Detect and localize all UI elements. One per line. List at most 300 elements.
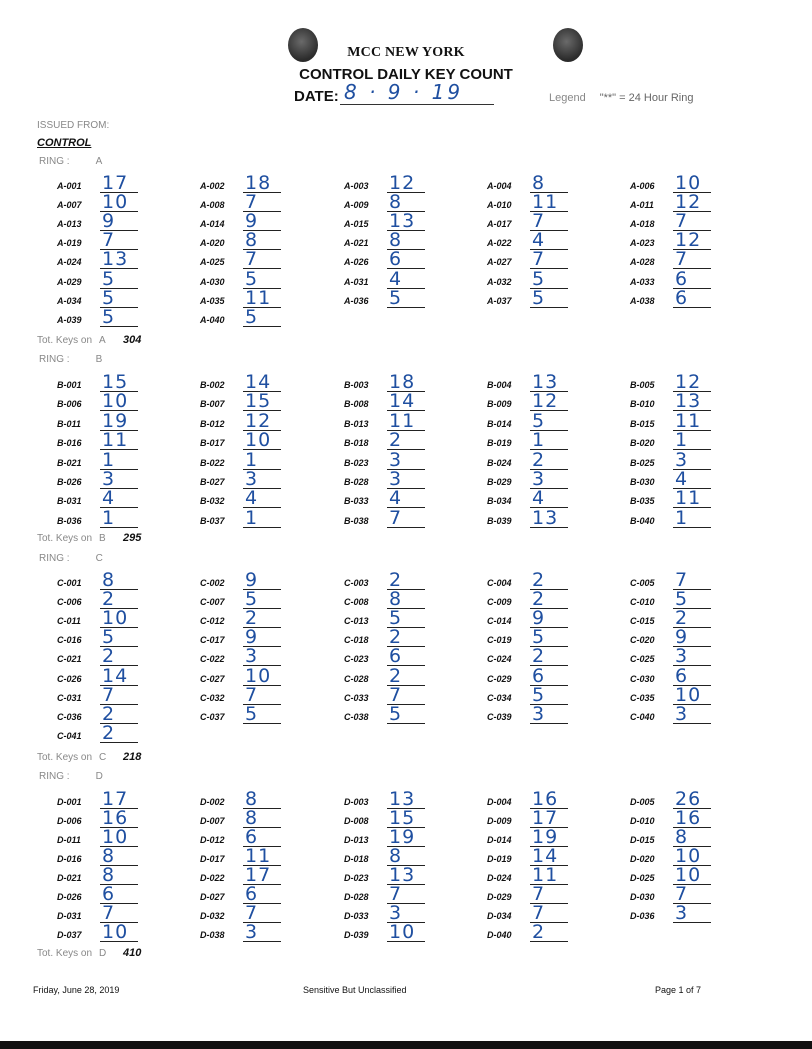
key-count: 7 (673, 884, 711, 904)
key-id: A-007 (57, 200, 82, 211)
ring-letter: D (95, 771, 103, 782)
key-id: C-026 (57, 673, 82, 684)
total-label: Tot. Keys on (37, 335, 93, 346)
key-count: 5 (100, 307, 138, 327)
key-id: B-035 (630, 496, 655, 507)
key-id: A-025 (200, 257, 225, 268)
key-count: 11 (387, 411, 425, 431)
key-count: 11 (100, 430, 138, 450)
key-id: A-034 (57, 295, 82, 306)
key-id: B-008 (344, 399, 369, 410)
key-count: 6 (243, 827, 281, 847)
key-id: B-032 (200, 496, 225, 507)
key-id: A-006 (630, 181, 655, 191)
key-count: 14 (387, 391, 425, 411)
key-id: C-030 (630, 673, 655, 684)
key-count: 4 (387, 488, 425, 508)
key-id: B-031 (57, 496, 82, 507)
key-count: 13 (387, 865, 425, 885)
key-count: 5 (243, 269, 281, 289)
ring-label (39, 771, 103, 782)
key-id: D-002 (200, 797, 225, 807)
date-label: DATE: (294, 88, 339, 105)
key-id: A-027 (487, 257, 512, 268)
key-id: A-031 (344, 276, 369, 287)
key-id: B-027 (200, 477, 225, 487)
key-id: A-020 (200, 238, 225, 249)
key-id: A-015 (344, 219, 369, 230)
key-count: 8 (387, 192, 425, 212)
key-count: 9 (530, 608, 568, 628)
key-count: 2 (530, 450, 568, 470)
key-count: 10 (100, 922, 138, 942)
key-count: 7 (530, 884, 568, 904)
total-ring-letter: C (99, 752, 107, 763)
org-title: MCC NEW YORK (347, 45, 465, 60)
key-count: 4 (100, 488, 138, 508)
key-id: B-036 (57, 515, 82, 526)
key-count: 26 (673, 789, 711, 809)
key-id: B-022 (200, 457, 225, 468)
ring-label (39, 553, 103, 564)
key-count: 7 (530, 211, 568, 231)
key-count: 7 (100, 903, 138, 923)
key-id: C-009 (487, 597, 512, 608)
key-count: 5 (243, 589, 281, 609)
key-id: D-004 (487, 797, 512, 807)
key-id: A-030 (200, 276, 225, 287)
key-count: 5 (100, 627, 138, 647)
total-label: Tot. Keys on (37, 533, 93, 544)
ring-letter: C (95, 553, 103, 564)
key-count: 17 (243, 865, 281, 885)
key-id: C-016 (57, 635, 82, 646)
key-id: B-015 (630, 418, 655, 429)
key-count: 11 (530, 192, 568, 212)
total-ring-letter: A (99, 335, 106, 346)
key-id: C-012 (200, 616, 225, 627)
key-count: 3 (243, 646, 281, 666)
key-count: 10 (673, 865, 711, 885)
key-count: 2 (530, 922, 568, 942)
key-id: C-041 (57, 730, 82, 741)
key-count: 12 (673, 192, 711, 212)
key-id: B-001 (57, 380, 82, 390)
key-id: C-037 (200, 711, 225, 722)
key-count: 7 (673, 570, 711, 590)
key-id: A-029 (57, 276, 82, 287)
key-id: D-014 (487, 835, 512, 845)
key-id: D-006 (57, 816, 82, 826)
key-id: D-028 (344, 892, 369, 902)
key-id: A-003 (344, 181, 369, 191)
key-id: B-005 (630, 380, 655, 390)
key-count: 5 (243, 307, 281, 327)
key-count: 11 (243, 288, 281, 308)
key-id: C-022 (200, 654, 225, 665)
key-count: 2 (387, 666, 425, 686)
key-count: 2 (530, 589, 568, 609)
key-id: C-021 (57, 654, 82, 665)
legend (549, 92, 693, 104)
key-id: B-009 (487, 399, 512, 410)
key-count: 7 (243, 192, 281, 212)
key-count: 2 (243, 608, 281, 628)
key-id: D-038 (200, 930, 225, 940)
key-id: A-040 (200, 314, 225, 325)
key-count: 7 (243, 685, 281, 705)
ring-label (39, 354, 102, 365)
key-count: 5 (673, 589, 711, 609)
key-id: C-040 (630, 711, 655, 722)
ring-label-text: RING : (39, 354, 70, 365)
key-id: B-033 (344, 496, 369, 507)
key-id: C-034 (487, 692, 512, 703)
key-count: 2 (387, 570, 425, 590)
key-count: 14 (243, 372, 281, 392)
key-count: 3 (673, 450, 711, 470)
key-count: 3 (243, 922, 281, 942)
total-ring-letter: B (99, 533, 106, 544)
key-count: 7 (673, 211, 711, 231)
issued-from-label: ISSUED FROM: (37, 120, 110, 131)
key-count: 9 (243, 627, 281, 647)
key-count: 10 (100, 192, 138, 212)
key-count: 5 (530, 411, 568, 431)
key-count: 5 (243, 704, 281, 724)
key-id: C-010 (630, 597, 655, 608)
key-count: 4 (673, 469, 711, 489)
key-count: 6 (673, 666, 711, 686)
ring-total (37, 532, 141, 544)
key-count: 2 (530, 570, 568, 590)
key-count: 8 (530, 173, 568, 193)
key-count: 3 (243, 469, 281, 489)
legend-label: Legend (549, 92, 586, 104)
key-count: 2 (100, 723, 138, 743)
key-count: 6 (243, 884, 281, 904)
legend-value: "**" = 24 Hour Ring (599, 92, 694, 104)
key-id: C-023 (344, 654, 369, 665)
key-id: C-038 (344, 711, 369, 722)
key-id: B-024 (487, 457, 512, 468)
key-id: D-009 (487, 816, 512, 826)
key-count: 12 (530, 391, 568, 411)
key-count: 4 (530, 488, 568, 508)
total-value: 410 (123, 947, 142, 959)
key-count: 14 (100, 666, 138, 686)
key-count: 8 (243, 808, 281, 828)
key-count: 7 (530, 903, 568, 923)
key-count: 15 (243, 391, 281, 411)
key-count: 1 (243, 450, 281, 470)
key-id: C-027 (200, 673, 225, 684)
key-count: 1 (100, 450, 138, 470)
key-id: D-033 (344, 911, 369, 921)
key-id: D-023 (344, 873, 369, 883)
key-id: A-038 (630, 295, 655, 306)
key-count: 3 (673, 704, 711, 724)
key-id: D-005 (630, 797, 655, 807)
key-count: 10 (673, 173, 711, 193)
key-id: B-013 (344, 418, 369, 429)
key-count: 5 (100, 269, 138, 289)
key-id: C-031 (57, 692, 82, 703)
key-id: C-004 (487, 578, 512, 588)
key-id: D-013 (344, 835, 369, 845)
key-id: D-022 (200, 873, 225, 883)
key-id: C-028 (344, 673, 369, 684)
key-id: B-029 (487, 477, 512, 487)
key-count: 1 (243, 508, 281, 528)
key-id: A-008 (200, 200, 225, 211)
key-id: D-017 (200, 854, 225, 864)
key-count: 15 (387, 808, 425, 828)
key-count: 18 (243, 173, 281, 193)
key-id: C-002 (200, 578, 225, 588)
key-count: 7 (387, 508, 425, 528)
key-count: 5 (387, 608, 425, 628)
key-id: A-004 (487, 181, 512, 191)
key-count: 6 (530, 666, 568, 686)
ring-total (37, 334, 141, 346)
key-id: A-014 (200, 219, 225, 230)
key-id: B-021 (57, 457, 82, 468)
key-count: 8 (100, 846, 138, 866)
key-id: B-002 (200, 380, 225, 390)
key-count: 7 (673, 249, 711, 269)
total-value: 295 (123, 532, 142, 544)
total-value: 304 (123, 334, 142, 346)
key-id: B-038 (344, 515, 369, 526)
key-count: 5 (530, 269, 568, 289)
key-count: 2 (100, 646, 138, 666)
footer-classification: Sensitive But Unclassified (303, 985, 407, 995)
key-id: C-029 (487, 673, 512, 684)
key-id: A-009 (344, 200, 369, 211)
key-id: D-008 (344, 816, 369, 826)
key-id: A-028 (630, 257, 655, 268)
key-id: B-017 (200, 438, 225, 449)
key-count: 2 (387, 627, 425, 647)
key-id: C-014 (487, 616, 512, 627)
key-id: C-025 (630, 654, 655, 665)
key-count: 13 (387, 211, 425, 231)
total-label: Tot. Keys on (37, 752, 93, 763)
key-count: 3 (530, 704, 568, 724)
key-id: B-014 (487, 418, 512, 429)
key-count: 2 (100, 589, 138, 609)
key-count: 13 (100, 249, 138, 269)
key-count: 7 (387, 884, 425, 904)
key-id: B-026 (57, 477, 82, 487)
key-id: C-001 (57, 578, 82, 588)
ring-total (37, 947, 141, 959)
key-id: B-018 (344, 438, 369, 449)
key-id: D-011 (57, 835, 81, 845)
key-count: 3 (387, 469, 425, 489)
key-id: A-032 (487, 276, 512, 287)
key-id: D-003 (344, 797, 369, 807)
key-id: B-025 (630, 457, 655, 468)
key-count: 10 (673, 846, 711, 866)
key-count: 5 (100, 288, 138, 308)
key-id: A-011 (630, 200, 654, 211)
key-count: 5 (530, 627, 568, 647)
key-id: B-007 (200, 399, 225, 410)
key-id: D-026 (57, 892, 82, 902)
footer-date: Friday, June 28, 2019 (33, 985, 120, 995)
key-id: C-036 (57, 711, 82, 722)
key-id: C-013 (344, 616, 369, 627)
key-id: A-036 (344, 295, 369, 306)
key-count: 8 (673, 827, 711, 847)
key-id: C-024 (487, 654, 512, 665)
key-count: 1 (530, 430, 568, 450)
key-count: 8 (387, 230, 425, 250)
ring-label-text: RING : (39, 771, 70, 782)
key-id: B-019 (487, 438, 512, 449)
key-count: 13 (530, 508, 568, 528)
key-count: 3 (530, 469, 568, 489)
key-id: D-018 (344, 854, 369, 864)
key-id: C-032 (200, 692, 225, 703)
key-count: 7 (100, 685, 138, 705)
key-count: 17 (100, 789, 138, 809)
key-count: 1 (100, 508, 138, 528)
key-id: D-030 (630, 892, 655, 902)
key-count: 7 (530, 249, 568, 269)
key-id: A-019 (57, 238, 82, 249)
key-count: 16 (673, 808, 711, 828)
key-id: B-039 (487, 515, 512, 526)
key-count: 6 (673, 288, 711, 308)
key-count: 11 (673, 488, 711, 508)
key-count: 7 (100, 230, 138, 250)
key-count: 6 (387, 249, 425, 269)
ring-letter: A (95, 156, 103, 167)
key-id: C-018 (344, 635, 369, 646)
key-count: 3 (387, 450, 425, 470)
key-count: 11 (530, 865, 568, 885)
key-id: C-005 (630, 578, 655, 588)
key-id: C-008 (344, 597, 369, 608)
key-id: A-017 (487, 219, 512, 230)
key-count: 1 (673, 508, 711, 528)
key-id: A-024 (57, 257, 82, 268)
key-count: 17 (530, 808, 568, 828)
key-count: 12 (673, 372, 711, 392)
key-count: 5 (387, 288, 425, 308)
key-id: B-020 (630, 438, 655, 449)
key-count: 6 (673, 269, 711, 289)
key-id: D-021 (57, 873, 82, 883)
key-id: C-039 (487, 711, 512, 722)
key-count: 8 (100, 865, 138, 885)
key-id: D-019 (487, 854, 512, 864)
key-count: 19 (387, 827, 425, 847)
key-count: 8 (387, 589, 425, 609)
key-count: 2 (387, 430, 425, 450)
key-count: 15 (100, 372, 138, 392)
key-id: C-015 (630, 616, 655, 627)
key-id: A-022 (487, 238, 512, 249)
key-id: C-035 (630, 692, 655, 703)
key-count: 14 (530, 846, 568, 866)
key-id: C-003 (344, 578, 369, 588)
key-id: A-002 (200, 181, 225, 191)
key-id: D-037 (57, 930, 82, 940)
key-count: 12 (387, 173, 425, 193)
key-id: D-010 (630, 816, 655, 826)
key-id: B-003 (344, 380, 369, 390)
total-label: Tot. Keys on (37, 948, 93, 959)
key-count: 10 (673, 685, 711, 705)
key-id: B-006 (57, 399, 82, 410)
key-id: C-006 (57, 597, 82, 608)
key-count: 10 (100, 827, 138, 847)
key-id: B-034 (487, 496, 512, 507)
key-count: 7 (243, 903, 281, 923)
key-id: B-010 (630, 399, 655, 410)
key-id: B-040 (630, 515, 655, 526)
key-count: 12 (673, 230, 711, 250)
key-count: 7 (243, 249, 281, 269)
key-id: D-020 (630, 854, 655, 864)
key-count: 10 (100, 391, 138, 411)
key-count: 9 (243, 570, 281, 590)
key-id: D-029 (487, 892, 512, 902)
key-id: A-001 (57, 181, 82, 191)
key-id: A-035 (200, 295, 225, 306)
key-count: 4 (243, 488, 281, 508)
key-id: A-021 (344, 238, 369, 249)
key-count: 10 (243, 666, 281, 686)
key-id: C-011 (57, 616, 81, 627)
date-value: 8 · 9 · 19 (340, 80, 494, 105)
key-count: 19 (530, 827, 568, 847)
key-id: B-028 (344, 477, 369, 487)
key-count: 2 (530, 646, 568, 666)
key-count: 5 (387, 704, 425, 724)
key-id: D-016 (57, 854, 82, 864)
key-id: A-013 (57, 219, 82, 230)
key-count: 5 (530, 685, 568, 705)
key-count: 7 (387, 685, 425, 705)
key-id: B-004 (487, 380, 512, 390)
key-count: 2 (100, 704, 138, 724)
key-count: 12 (243, 411, 281, 431)
key-id: D-025 (630, 873, 655, 883)
ring-label (39, 156, 102, 167)
key-id: D-031 (57, 911, 82, 921)
key-id: D-015 (630, 835, 655, 845)
key-id: D-034 (487, 911, 512, 921)
key-count: 13 (387, 789, 425, 809)
key-count: 11 (243, 846, 281, 866)
total-ring-letter: D (99, 948, 107, 959)
key-id: B-012 (200, 418, 225, 429)
key-count: 10 (243, 430, 281, 450)
issued-from-value: CONTROL (37, 137, 92, 149)
key-id: D-024 (487, 873, 512, 883)
key-id: C-007 (200, 597, 225, 608)
key-count: 9 (243, 211, 281, 231)
key-count: 3 (387, 903, 425, 923)
key-id: A-033 (630, 276, 655, 287)
key-count: 2 (673, 608, 711, 628)
key-count: 8 (387, 846, 425, 866)
